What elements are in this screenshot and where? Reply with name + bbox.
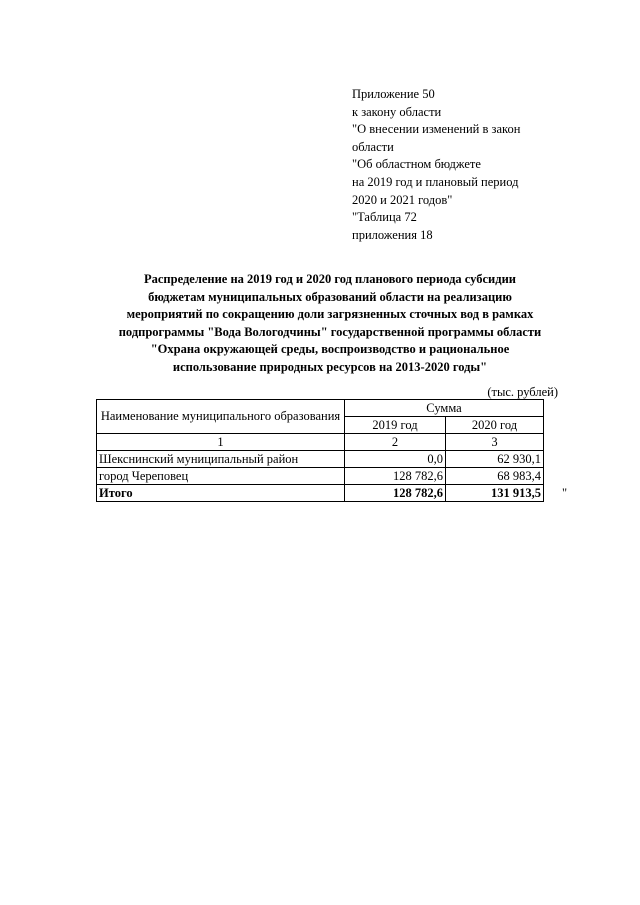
closing-quote: " [562,486,568,500]
municipality-name: город Череповец [97,468,345,485]
title-line: мероприятий по сокращению доли загрязненных сточных вод в рамках [126,307,534,321]
table-numbering-row [97,434,544,451]
unit-label: (тыс. рублей) [487,385,558,399]
table-total-row [97,485,544,502]
appendix-line: к закону области [352,104,442,119]
total-2020: 131 913,5 [446,485,544,502]
table-row [97,451,544,468]
column-number: 2 [345,434,446,451]
appendix-line: "Таблица 72 [352,210,417,225]
appendix-line: "Об областном бюджете [352,157,481,172]
title-line: бюджетам муниципальных образований области на реализацию [148,289,512,304]
table-header-row [97,400,544,417]
appendix-line: Приложение 50 [352,87,435,101]
title-line: использование природных ресурсов на 2013-2020 годы" [172,359,488,374]
title-line: "Охрана окружающей среды, воспроизводство и рациональное [150,342,510,356]
amount-2020: 62 930,1 [446,451,544,468]
title-line: Распределение на 2019 год и 2020 год планового периода субсидии [144,272,516,286]
column-number: 1 [97,434,345,451]
table-row [97,468,544,485]
amount-2020: 68 983,4 [446,468,544,485]
municipality-name: Шекснинский муниципальный район [97,451,345,468]
appendix-reference [352,86,582,244]
column-number: 3 [446,434,544,451]
appendix-line: на 2019 год и плановый период [352,174,519,189]
header-name-column: Наименование муниципального образования [97,400,345,434]
amount-2019: 128 782,6 [345,468,446,485]
header-sum-column: Сумма [345,400,544,417]
subsidy-table [96,399,544,502]
amount-2019: 0,0 [345,451,446,468]
appendix-line: "О внесении изменений в закон [352,122,521,137]
appendix-line: приложения 18 [352,227,433,242]
total-label: Итого [97,485,345,502]
appendix-line: области [352,139,394,154]
header-year-2019: 2019 год [345,417,446,434]
total-2019: 128 782,6 [345,485,446,502]
document-title [95,271,565,376]
title-line: подпрограммы "Вода Вологодчины" государственной программы области [118,324,542,339]
appendix-line: 2020 и 2021 годов" [352,192,453,207]
header-year-2020: 2020 год [446,417,544,434]
